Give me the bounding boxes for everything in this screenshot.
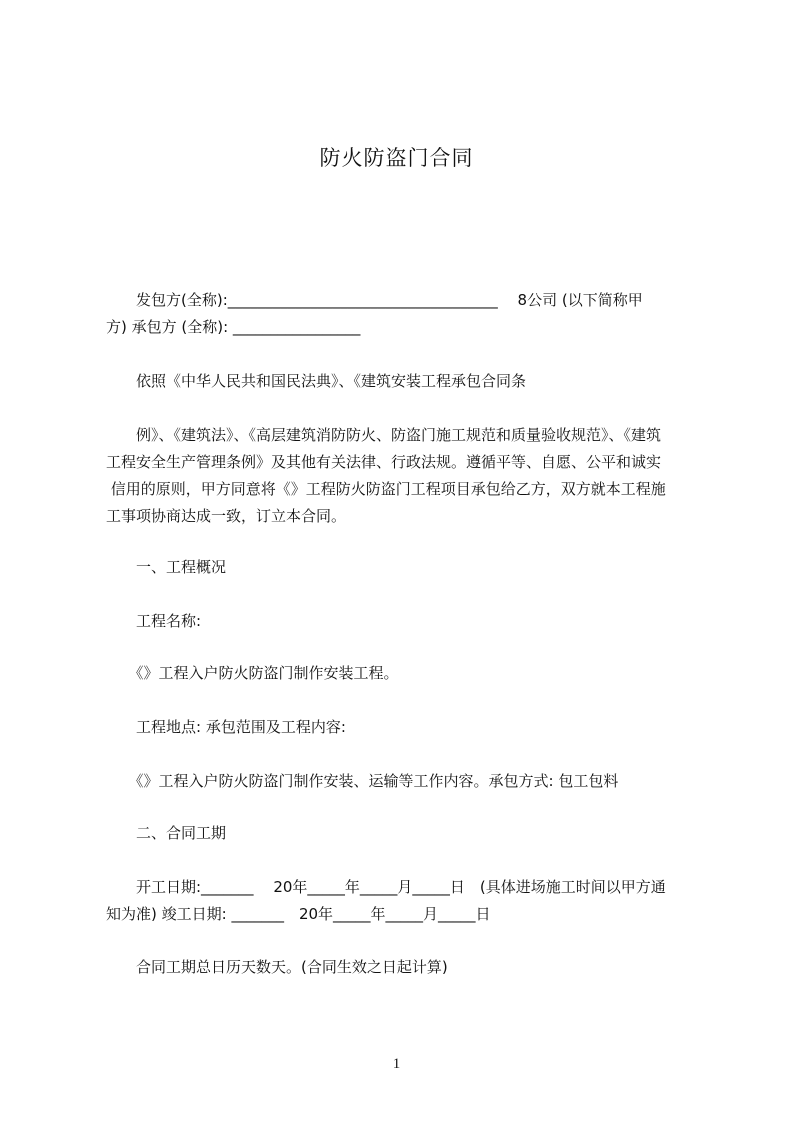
paragraph-line: 例》、《建筑法》、《高层建筑消防防火、防盗门施工规范和质量验收规范》、《建筑: [106, 426, 662, 444]
page-number: 1: [392, 1056, 401, 1072]
paragraph-line: 发包方(全称):____________________________________ 8公司 (以下简称甲: [106, 291, 643, 309]
paragraph-line: 开工日期:_______ 20年_____年_____月_____日 (具体进场施工时间以甲方通: [106, 878, 666, 896]
paragraph-line: 工程地点: 承包范围及工程内容:: [106, 718, 346, 736]
paragraph-line: 工事项协商达成一致，订立本合同。: [106, 507, 347, 525]
document-title: 防火防盗门合同: [319, 146, 474, 170]
paragraph-line: 工程名称:: [106, 612, 202, 630]
paragraph-line: 《》工程入户防火防盗门制作安装、运输等工作内容。承包方式: 包工包料: [106, 772, 619, 790]
paragraph-line: 信用的原则，甲方同意将《》工程防火防盗门工程项目承包给乙方，双方就本工程施: [106, 480, 666, 498]
paragraph-line: 方) 承包方 (全称): _________________: [106, 318, 361, 336]
paragraph-line: 工程安全生产管理条例》及其他有关法律、行政法规。遵循平等、自愿、公平和诚实: [106, 453, 662, 471]
section-heading: 一、工程概况: [106, 558, 227, 576]
paragraph-line: 依照《中华人民共和国民法典》、《建筑安装工程承包合同条: [106, 372, 527, 390]
paragraph-line: 《》工程入户防火防盗门制作安装工程。: [106, 664, 399, 682]
paragraph-line: 知为准) 竣工日期: _______ 20年_____年_____月_____日: [106, 905, 491, 923]
paragraph-line: 合同工期总日历天数天。(合同生效之日起计算): [106, 958, 448, 976]
section-heading: 二、合同工期: [106, 824, 227, 842]
